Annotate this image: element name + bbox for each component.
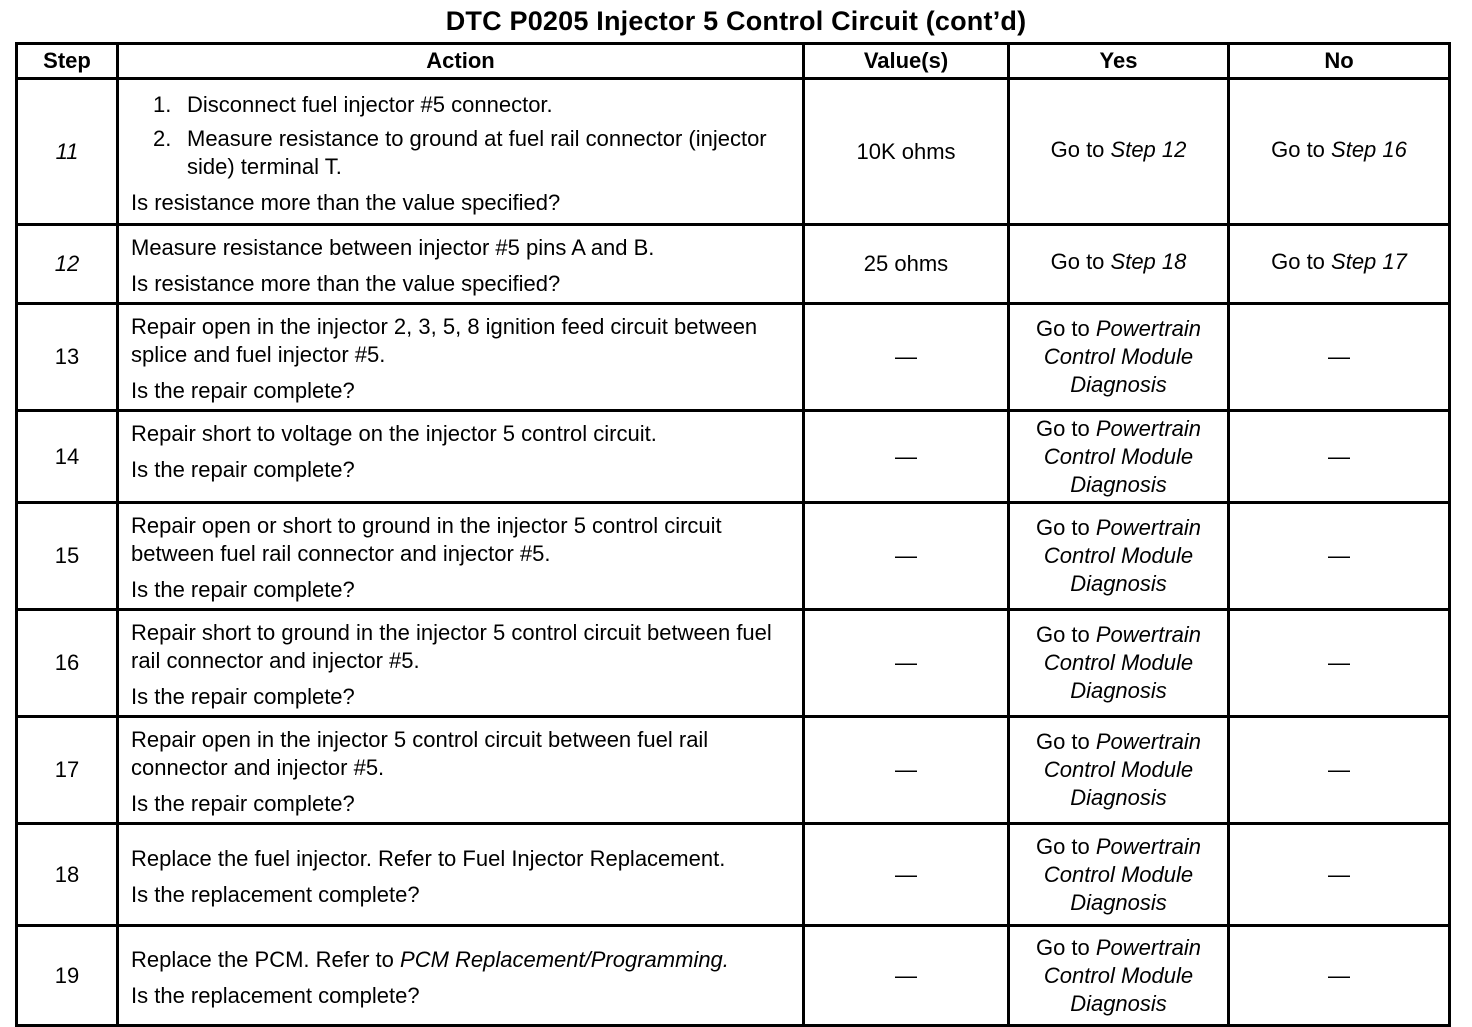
action-question: Is the replacement complete?: [131, 881, 420, 907]
step-number: 13: [17, 304, 118, 411]
action-question: Is the repair complete?: [131, 378, 355, 403]
value-cell: —: [804, 304, 1009, 411]
action-item: [131, 91, 792, 119]
yes-prefix: Go to: [1035, 316, 1096, 341]
header-row: [17, 44, 1450, 79]
step-number: 11: [17, 79, 118, 225]
yes-prefix: Go to: [1035, 515, 1096, 540]
action-text: Repair open or short to ground in the injector 5 control circuit between fuel rail connector and injector #5.: [131, 513, 722, 566]
action-item-number: 1.: [153, 91, 172, 117]
no-cell: —: [1229, 717, 1450, 824]
yes-step-link[interactable]: Step 12: [1110, 136, 1187, 162]
no-cell: —: [1229, 926, 1450, 1026]
step-number: 19: [17, 926, 118, 1026]
action-cell: [118, 503, 804, 610]
action-text: [131, 946, 792, 974]
header-step: Step: [17, 44, 118, 79]
no-cell: —: [1229, 304, 1450, 411]
action-text: Repair open in the injector 2, 3, 5, 8 ignition feed circuit between splice and fuel injector #5.: [131, 314, 758, 367]
action-ref-link[interactable]: PCM Replacement/Programming.: [400, 946, 729, 972]
diagnostic-table: [15, 42, 1451, 1027]
yes-ref-link[interactable]: Powertrain Control Module Diagnosis: [1043, 415, 1202, 497]
value-cell: 10K ohms: [804, 79, 1009, 225]
action-question: Is the repair complete?: [131, 577, 355, 602]
value-cell: —: [804, 717, 1009, 824]
action-question: Is resistance more than the value specified?: [131, 271, 561, 296]
action-question: Is the repair complete?: [131, 791, 355, 816]
no-cell: [1229, 225, 1450, 304]
yes-cell: [1009, 79, 1229, 225]
yes-cell: [1009, 503, 1229, 610]
yes-cell: [1009, 824, 1229, 926]
no-prefix: Go to: [1271, 249, 1332, 274]
action-text: Repair short to voltage on the injector 5 control circuit.: [131, 421, 657, 446]
yes-cell: [1009, 610, 1229, 717]
value-cell: —: [804, 503, 1009, 610]
yes-ref-link[interactable]: Powertrain Control Module Diagnosis: [1043, 729, 1202, 810]
action-item: [131, 125, 792, 181]
action-question: Is resistance more than the value specified?: [131, 189, 561, 215]
no-prefix: Go to: [1271, 136, 1332, 162]
step-number: 17: [17, 717, 118, 824]
step-number: 16: [17, 610, 118, 717]
yes-prefix: Go to: [1035, 415, 1096, 441]
table-row: [17, 503, 1450, 610]
action-question: Is the repair complete?: [131, 457, 355, 482]
yes-cell: [1009, 304, 1229, 411]
yes-cell: [1009, 411, 1229, 503]
action-cell: [118, 610, 804, 717]
action-text-prefix: Replace the PCM. Refer to: [131, 946, 401, 972]
no-cell: [1229, 79, 1450, 225]
yes-prefix: Go to: [1035, 833, 1096, 859]
no-cell: —: [1229, 824, 1450, 926]
value-cell: —: [804, 610, 1009, 717]
yes-prefix: Go to: [1050, 136, 1111, 162]
table-row: [17, 411, 1450, 503]
yes-prefix: Go to: [1035, 729, 1096, 754]
header-action: Action: [118, 44, 804, 79]
no-step-link[interactable]: Step 17: [1331, 249, 1407, 274]
yes-ref-link[interactable]: Powertrain Control Module Diagnosis: [1043, 934, 1202, 1016]
table-row: [17, 610, 1450, 717]
no-cell: —: [1229, 411, 1450, 503]
action-question: Is the repair complete?: [131, 684, 355, 709]
yes-ref-link[interactable]: Powertrain Control Module Diagnosis: [1043, 833, 1202, 915]
action-cell: [118, 717, 804, 824]
table-row: [17, 225, 1450, 304]
step-number: 15: [17, 503, 118, 610]
yes-prefix: Go to: [1050, 249, 1111, 274]
table-row: [17, 79, 1450, 225]
header-yes: Yes: [1009, 44, 1229, 79]
value-cell: —: [804, 411, 1009, 503]
table-row: [17, 304, 1450, 411]
action-text: Repair short to ground in the injector 5 control circuit between fuel rail connector and injector #5.: [131, 620, 772, 673]
yes-prefix: Go to: [1035, 622, 1096, 647]
action-cell: [118, 411, 804, 503]
yes-ref-link[interactable]: Powertrain Control Module Diagnosis: [1043, 515, 1202, 596]
yes-prefix: Go to: [1035, 934, 1096, 960]
table-row: [17, 717, 1450, 824]
step-number: 14: [17, 411, 118, 503]
yes-cell: [1009, 717, 1229, 824]
header-value: Value(s): [804, 44, 1009, 79]
step-number: 12: [17, 225, 118, 304]
value-cell: 25 ohms: [804, 225, 1009, 304]
action-text: Measure resistance between injector #5 pins A and B.: [131, 235, 655, 260]
header-no: No: [1229, 44, 1450, 79]
action-cell: [118, 79, 804, 225]
no-cell: —: [1229, 610, 1450, 717]
action-cell: [118, 225, 804, 304]
table-row: [17, 926, 1450, 1026]
action-cell: [118, 926, 804, 1026]
action-item-text: Disconnect fuel injector #5 connector.: [187, 91, 553, 117]
action-text: Repair open in the injector 5 control circuit between fuel rail connector and injector #5.: [131, 727, 709, 780]
yes-cell: [1009, 225, 1229, 304]
yes-cell: [1009, 926, 1229, 1026]
action-item-number: 2.: [153, 125, 172, 151]
table-row: [17, 824, 1450, 926]
no-cell: —: [1229, 503, 1450, 610]
no-step-link[interactable]: Step 16: [1331, 136, 1407, 162]
action-cell: [118, 304, 804, 411]
action-item-text: Measure resistance to ground at fuel rail connector (injector side) terminal T.: [187, 125, 767, 179]
yes-ref-link[interactable]: Powertrain Control Module Diagnosis: [1043, 316, 1202, 397]
action-text: Replace the fuel injector. Refer to Fuel Injector Replacement.: [131, 845, 726, 871]
action-question: Is the replacement complete?: [131, 982, 420, 1008]
step-number: 18: [17, 824, 118, 926]
value-cell: —: [804, 824, 1009, 926]
value-cell: —: [804, 926, 1009, 1026]
action-cell: [118, 824, 804, 926]
yes-ref-link[interactable]: Powertrain Control Module Diagnosis: [1043, 622, 1202, 703]
page-title: DTC P0205 Injector 5 Control Circuit (cont’d): [445, 6, 1027, 36]
yes-step-link[interactable]: Step 18: [1110, 249, 1187, 274]
